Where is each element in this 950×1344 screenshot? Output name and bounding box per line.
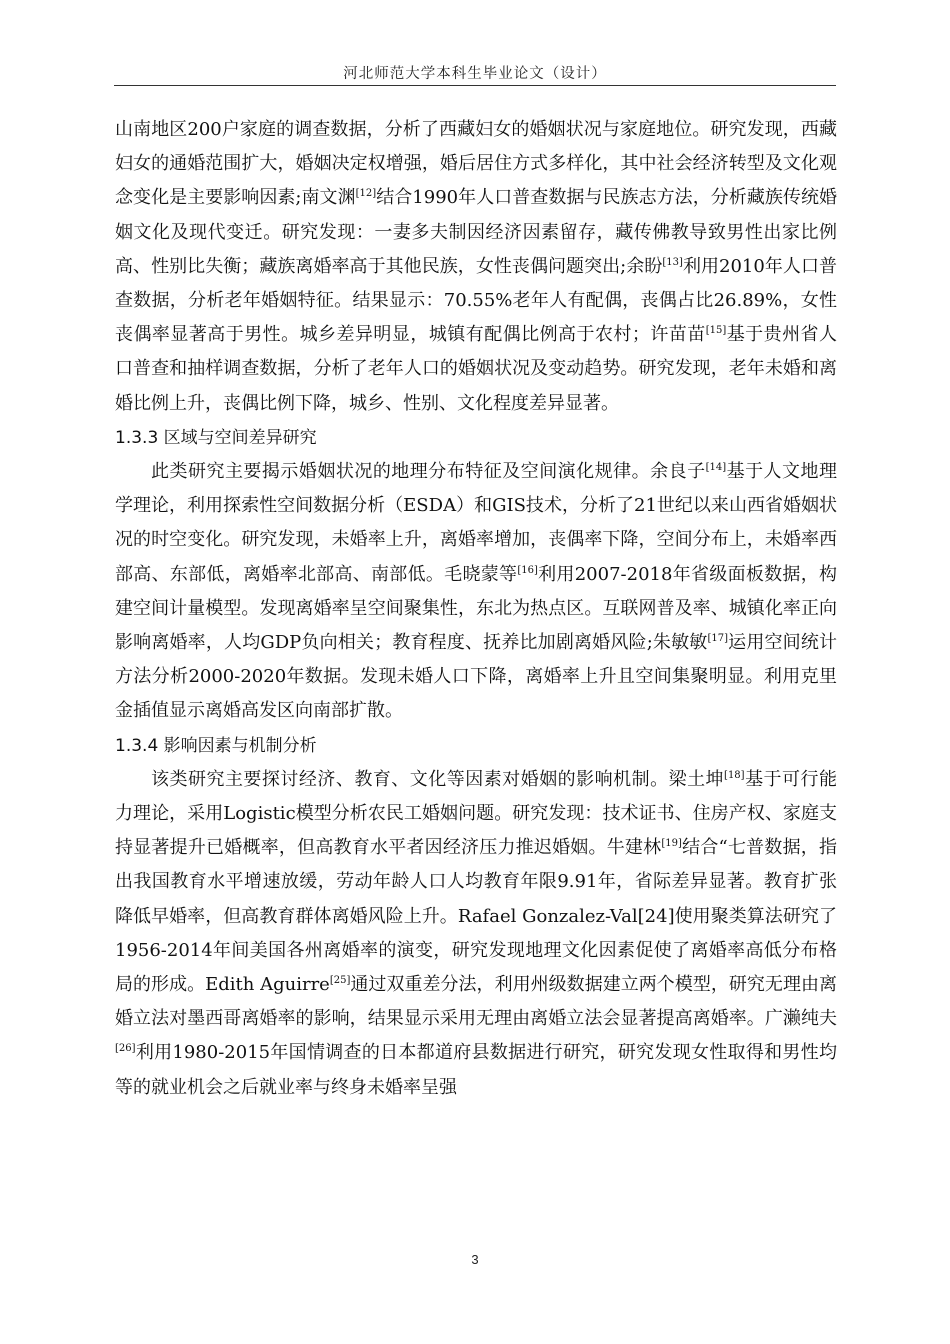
page-number: 3 xyxy=(471,1252,479,1267)
text-run: 结合1990年人口普查数据与民族志方法，分析藏族传统婚姻文化及现代变迁。研究发现：一妻多夫制因经济因素留存，藏传佛教导致男性出家比例高、性别比失衡；藏族离婚率高于其他民族，女性丧偶问题突出;余盼 xyxy=(115,187,837,277)
text-run: 山南地区200户家庭的调查数据，分析了西藏妇女的婚姻状况与家庭地位。研究发现，西藏妇女的通婚范围扩大，婚姻决定权增强，婚后居住方式多样化，其中社会经济转型及文化观念变化是主要影响因素;南文渊 xyxy=(115,119,837,209)
text-run: 结合“七普数据，指出我国教育水平增速放缓，劳动年龄人口人均教育年限9.91年，省际差异显著。教育扩张降低早婚率，但高教育群体离婚风险上升。Rafael Gonzalez-Val[24]使用聚类算法研究了1956-2014年间美国各州离婚率的演变，研究发现地理文化因素促使了离婚率高低分布格局的形成。Edith Aguirre xyxy=(115,837,837,996)
citation-ref: [26] xyxy=(115,1043,136,1055)
text-run: 基于人文地理学理论，利用探索性空间数据分析（ESDA）和GIS技术，分析了21世纪以来山西省婚姻状况的时空变化。研究发现，未婚率上升，离婚率增加，丧偶率下降，空间分布上，未婚率西部高、东部低，离婚率北部高、南部低。毛晓蒙等 xyxy=(115,461,838,585)
text-run: 利用2007-2018年省级面板数据，构建空间计量模型。发现离婚率呈空间聚集性，东北为热点区。互联网普及率、城镇化率正向影响离婚率，人均GDP负向相关；教育程度、抚养比加剧离婚风险;朱敏敏 xyxy=(115,563,838,654)
header-rule xyxy=(114,85,836,86)
citation-ref: [25] xyxy=(329,975,351,987)
citation-ref: [17] xyxy=(707,633,728,645)
text-run: 该类研究主要探讨经济、教育、文化等因素对婚姻的影响机制。梁土坤 xyxy=(151,768,725,790)
paragraph-influence-factors xyxy=(115,763,837,1105)
citation-ref: [16] xyxy=(517,564,538,576)
section-heading-1-3-3: 1.3.3 区域与空间差异研究 xyxy=(115,427,317,448)
running-header: 河北师范大学本科生毕业论文（设计） xyxy=(343,66,607,82)
citation-ref: [15] xyxy=(705,325,727,337)
paragraph-continued xyxy=(115,113,837,421)
citation-ref: [14] xyxy=(705,462,727,474)
text-run: 此类研究主要揭示婚姻状况的地理分布特征及空间演化规律。余良子 xyxy=(151,461,706,483)
citation-ref: [19] xyxy=(661,838,682,850)
text-run: 通过双重差分法，利用州级数据建立两个模型，研究无理由离婚立法对墨西哥离婚率的影响，结果显示采用无理由离婚立法会显著提高离婚率。广濑纯夫 xyxy=(115,974,837,1030)
text-run: 基于可行能力理论，采用Logistic模型分析农民工婚姻问题。研究发现：技术证书、住房产权、家庭支持显著提升已婚概率，但高教育水平者因经济压力推迟婚姻。牛建林 xyxy=(115,768,838,859)
section-heading-1-3-4: 1.3.4 影响因素与机制分析 xyxy=(115,735,317,756)
paragraph-regional-spatial xyxy=(115,455,837,729)
text-run: 基于贵州省人口普查和抽样调查数据，分析了老年人口的婚姻状况及变动趋势。研究发现，老年未婚和离婚比例上升，丧偶比例下降，城乡、性别、文化程度差异显著。 xyxy=(115,324,838,414)
body-text xyxy=(115,113,837,1105)
text-run: 运用空间统计方法分析2000-2020年数据。发现未婚人口下降，离婚率上升且空间集聚明显。利用克里金插值显示离婚高发区向南部扩散。 xyxy=(115,632,838,722)
citation-ref: [13] xyxy=(662,256,683,268)
citation-ref: [18] xyxy=(724,769,745,781)
text-run: 利用2010年人口普查数据，分析老年婚姻特征。结果显示：70.55%老年人有配偶，丧偶占比26.89%，女性丧偶率显著高于男性。城乡差异明显，城镇有配偶比例高于农村；许苗苗 xyxy=(115,255,838,346)
citation-ref: [12] xyxy=(355,188,377,200)
text-run: 利用1980-2015年国情调查的日本都道府县数据进行研究，研究发现女性取得和男性均等的就业机会之后就业率与终身未婚率呈强 xyxy=(115,1042,837,1098)
